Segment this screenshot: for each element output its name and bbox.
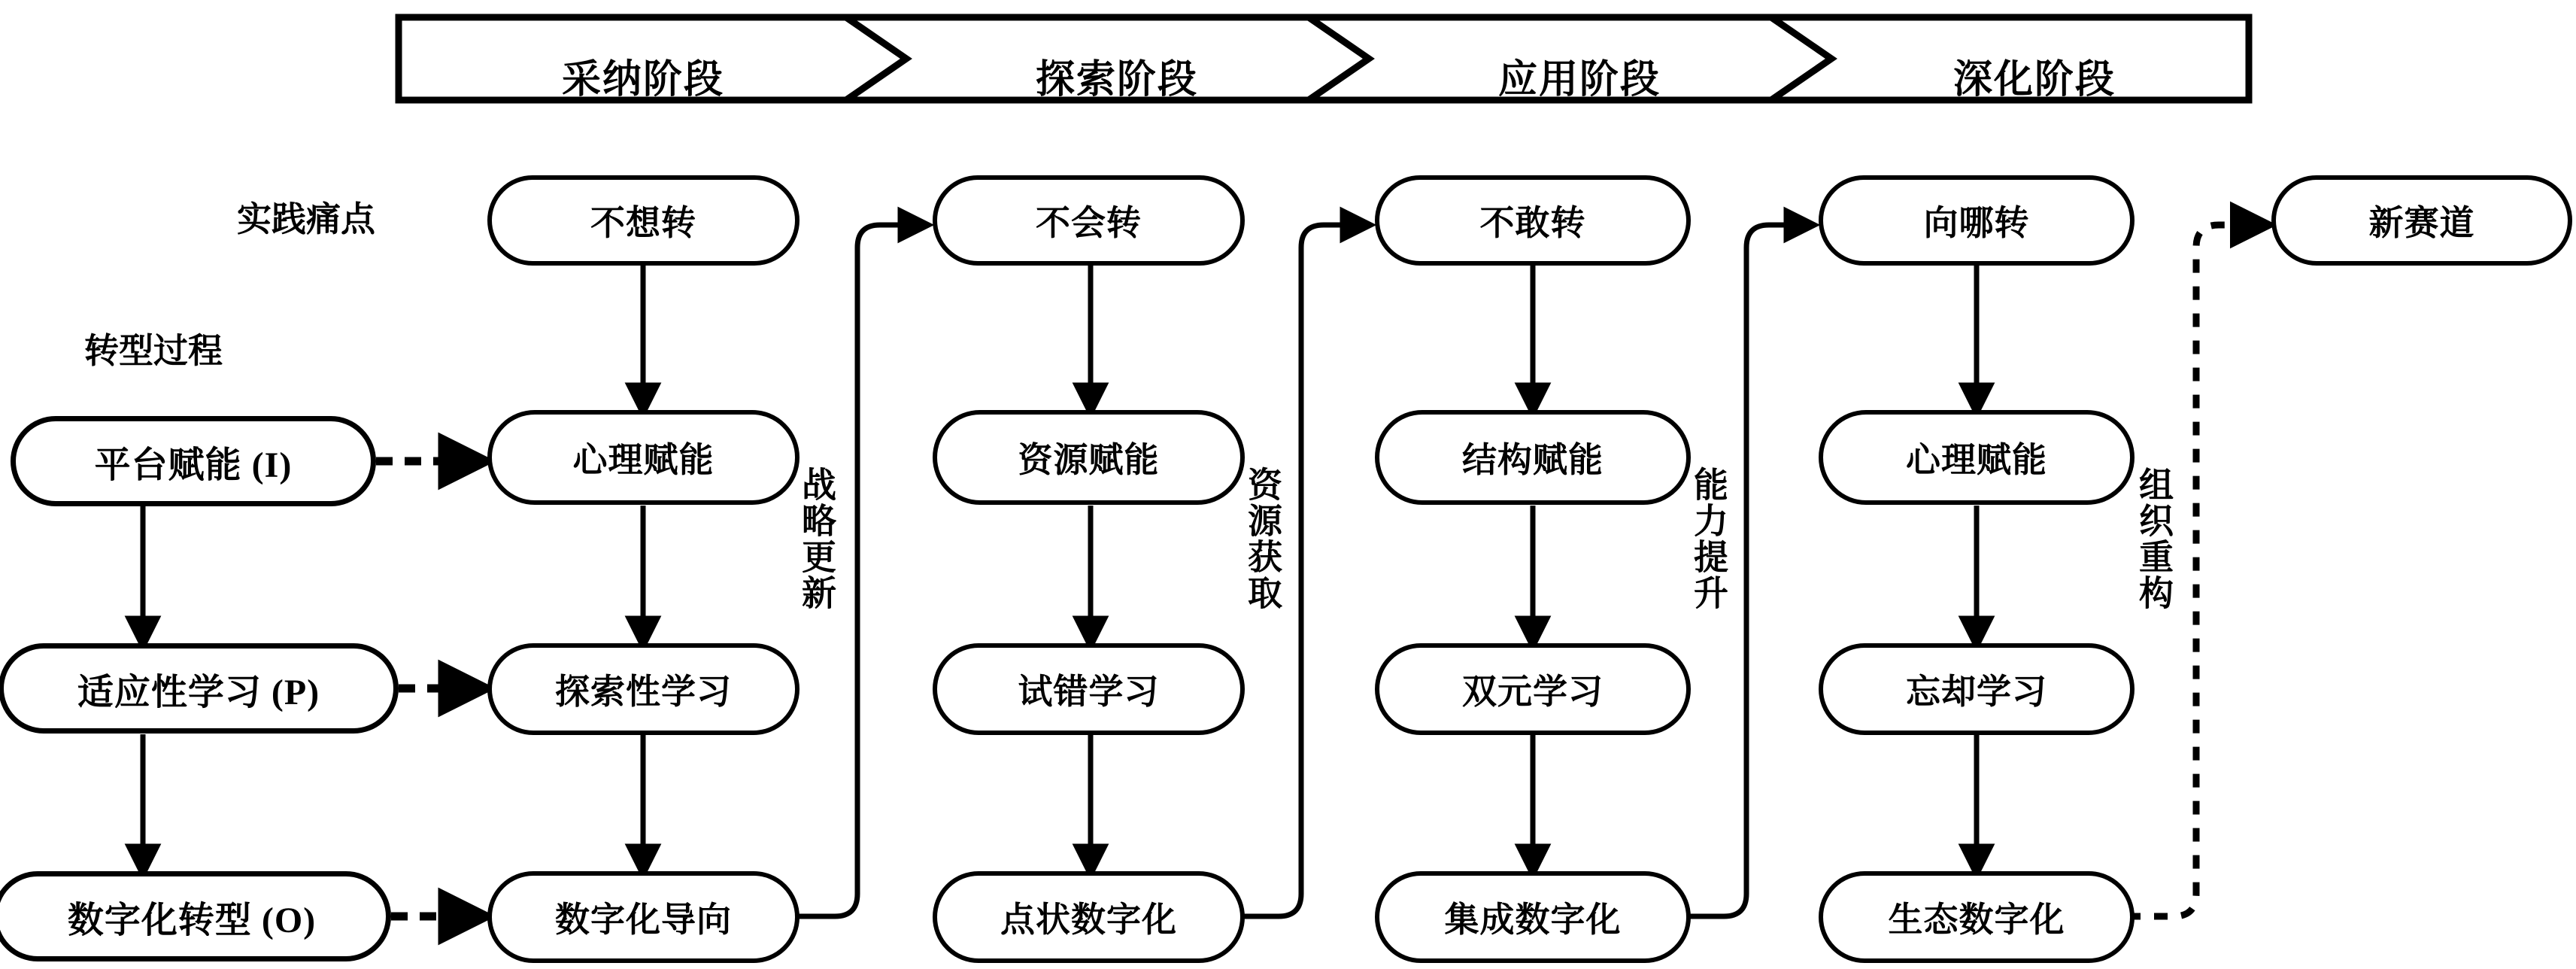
column-4-node-3[interactable]: 生态数字化 (1819, 871, 2135, 963)
phase-banner (395, 14, 2253, 104)
pain-point-node-3[interactable]: 不敢转 (1375, 175, 1691, 266)
process-node-platform-empowerment[interactable]: 平台赋能 (I) (11, 416, 376, 506)
column-3-node-1[interactable]: 结构赋能 (1375, 410, 1691, 505)
column-2-node-1[interactable]: 资源赋能 (933, 410, 1245, 505)
column-1-node-2[interactable]: 探索性学习 (487, 643, 800, 735)
column-2-node-3[interactable]: 点状数字化 (933, 871, 1245, 963)
column-2-node-2[interactable]: 试错学习 (933, 643, 1245, 735)
pain-point-node-1[interactable]: 不想转 (487, 175, 800, 266)
transition-label-1: 战略更新 (797, 466, 836, 611)
column-1-node-3[interactable]: 数字化导向 (487, 871, 800, 963)
process-node-digital-transformation[interactable]: 数字化转型 (O) (0, 871, 391, 961)
pain-point-node-4[interactable]: 向哪转 (1819, 175, 2135, 266)
column-1-node-1[interactable]: 心理赋能 (487, 410, 800, 505)
pain-point-node-2[interactable]: 不会转 (933, 175, 1245, 266)
column-3-node-3[interactable]: 集成数字化 (1375, 871, 1691, 963)
transition-label-3: 能力提升 (1689, 466, 1728, 611)
outcome-node-new-track[interactable]: 新赛道 (2271, 175, 2572, 266)
caption-process: 转型过程 (84, 332, 223, 370)
phase-label-2: 探索阶段 (1035, 59, 1198, 102)
phase-label-3: 应用阶段 (1497, 59, 1661, 102)
column-4-node-1[interactable]: 心理赋能 (1819, 410, 2135, 505)
column-3-node-2[interactable]: 双元学习 (1375, 643, 1691, 735)
phase-label-1: 采纳阶段 (561, 59, 724, 102)
process-node-adaptive-learning[interactable]: 适应性学习 (P) (0, 643, 399, 734)
caption-pain-points: 实践痛点 (237, 200, 375, 238)
phase-label-4: 深化阶段 (1952, 59, 2116, 102)
transition-label-2: 资源获取 (1243, 466, 1282, 611)
column-4-node-2[interactable]: 忘却学习 (1819, 643, 2135, 735)
transition-label-4: 组织重构 (2135, 466, 2173, 611)
